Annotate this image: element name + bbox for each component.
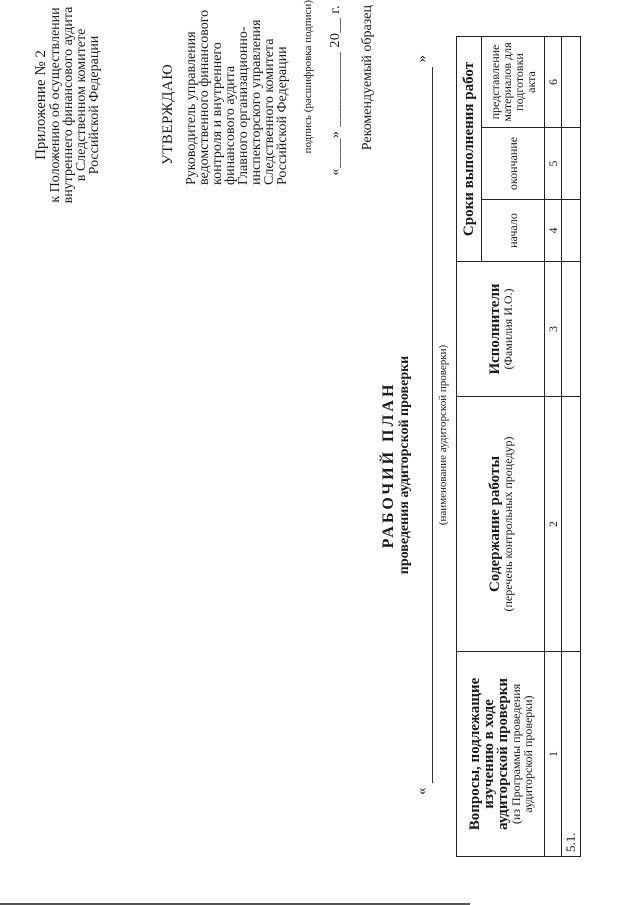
column-number: 1 — [545, 652, 562, 857]
table-row — [562, 36, 581, 856]
header-end — [482, 128, 545, 200]
row-number: 5.1. — [562, 652, 581, 857]
header-content-sub: (перечень контрольных процедур) — [500, 436, 515, 612]
table-cell — [562, 262, 581, 397]
approver-line: финансового аудита — [223, 65, 238, 185]
approver-line: Руководитель управления — [184, 31, 199, 185]
approver-line: ведомственного финансового — [197, 9, 212, 185]
header-deadlines — [457, 36, 482, 261]
column-number: 2 — [545, 397, 562, 652]
document-subtitle: проведения аудиторской проверки — [397, 355, 412, 575]
header-deadlines-label: Сроки выполнения работ — [461, 61, 477, 237]
header-end-label: окончание — [506, 136, 520, 191]
sample-note: Рекомендуемый образец — [360, 5, 375, 151]
header-performers — [457, 262, 545, 397]
document-title: РАБОЧИЙ ПЛАН — [380, 381, 397, 549]
header-performers-label: Исполнители — [486, 283, 503, 375]
open-quote: « — [414, 787, 430, 795]
appendix-line: к Положению об осуществлении — [48, 7, 63, 203]
header-start — [482, 200, 545, 262]
audit-name-caption: (наименование аудиторской проверки) — [437, 344, 449, 526]
approval-date-line: «____» __________ 20__ г. — [328, 5, 343, 176]
appendix-line: в Следственном комитете — [74, 28, 89, 182]
approver-line: Главного организационно- — [236, 26, 251, 185]
approver-line: Российской Федерации — [275, 46, 290, 185]
header-start-label: начало — [506, 213, 520, 248]
audit-name-underline — [432, 67, 433, 783]
approver-line: Следственного комитета — [262, 38, 277, 185]
column-number-row — [545, 36, 562, 856]
appendix-line: Российской Федерации — [87, 35, 102, 175]
approver-block — [185, 0, 289, 185]
header-performers-sub: (Фамилия И.О.) — [500, 288, 515, 370]
table-cell — [562, 128, 581, 200]
appendix-line: внутреннего финансового аудита — [61, 6, 76, 204]
work-plan-table — [456, 36, 581, 857]
column-number: 3 — [545, 262, 562, 397]
approve-heading: УТВЕРЖДАЮ — [160, 63, 176, 165]
column-number: 5 — [545, 128, 562, 200]
header-questions — [457, 652, 545, 857]
close-quote: » — [414, 55, 430, 63]
table-header-row — [457, 36, 482, 856]
appendix-line: Приложение № 2 — [33, 50, 49, 160]
table-cell — [562, 200, 581, 262]
header-content-label: Содержание работы — [486, 455, 503, 593]
header-content — [457, 397, 545, 652]
table-cell — [562, 397, 581, 652]
signature-caption: подпись (расшифровка подписи) — [302, 0, 314, 154]
appendix-block — [35, 5, 101, 205]
approver-line: инспекторского управления — [249, 19, 264, 185]
header-questions-sub: (из Программы проведения аудиторской проверки) — [508, 683, 535, 825]
header-report — [482, 36, 545, 127]
approver-line: контроля и внутреннего — [210, 42, 225, 185]
column-number: 6 — [545, 36, 562, 127]
audit-name-line — [414, 55, 434, 795]
header-questions-label: Вопросы, подлежащие изучению в ходе аудиторской проверки — [466, 677, 511, 831]
header-report-label: представление материалов для подготовки акта — [488, 42, 538, 122]
table-cell — [562, 36, 581, 127]
column-number: 4 — [545, 200, 562, 262]
